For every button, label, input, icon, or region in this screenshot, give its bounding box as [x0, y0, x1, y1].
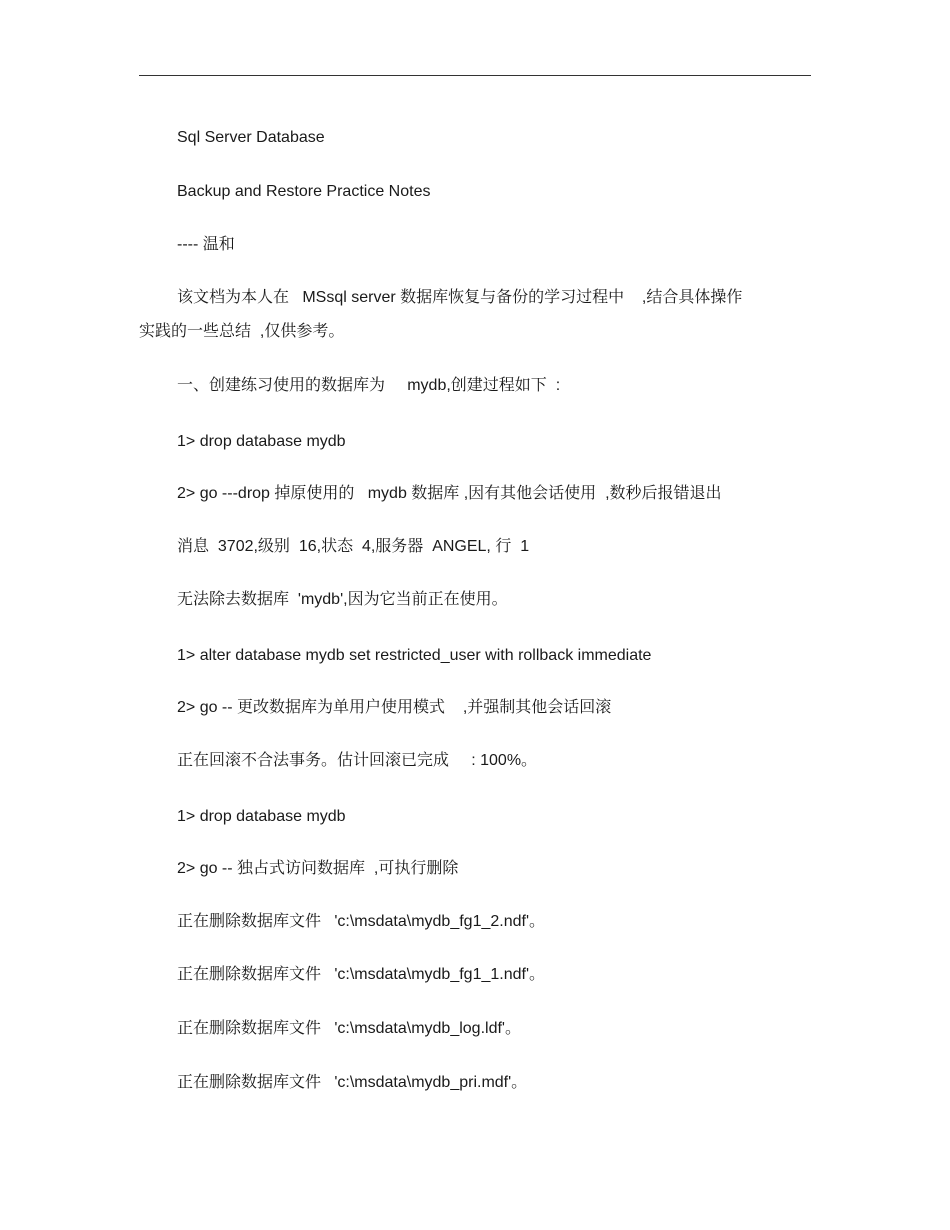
text-line: 1> drop database mydb — [177, 433, 346, 450]
text-line: 1> drop database mydb — [177, 808, 346, 825]
text-line: 正在删除数据库文件 'c:\msdata\mydb_fg1_1.ndf'。 — [177, 966, 546, 983]
text-line: 无法除去数据库 'mydb',因为它当前正在使用。 — [177, 591, 508, 608]
intro-line-2: 实践的一些总结 ,仅供参考。 — [139, 323, 345, 340]
text-line: 正在删除数据库文件 'c:\msdata\mydb_pri.mdf'。 — [177, 1074, 528, 1091]
text-line: 2> go -- 独占式访问数据库 ,可执行删除 — [177, 860, 459, 877]
text-line: 消息 3702,级别 16,状态 4,服务器 ANGEL, 行 1 — [177, 538, 530, 555]
text-line: 2> go -- 更改数据库为单用户使用模式 ,并强制其他会话回滚 — [177, 699, 612, 716]
text-line: 1> alter database mydb set restricted_user with rollback immediate — [177, 647, 652, 664]
text-line: 正在删除数据库文件 'c:\msdata\mydb_fg1_2.ndf'。 — [177, 913, 546, 930]
text-line: 正在回滚不合法事务。估计回滚已完成 : 100%。 — [177, 752, 538, 769]
text-line: 正在删除数据库文件 'c:\msdata\mydb_log.ldf'。 — [177, 1020, 521, 1037]
title-line-2: Backup and Restore Practice Notes — [177, 183, 431, 200]
author-line: ---- 温和 — [177, 236, 235, 253]
section-heading: 一、创建练习使用的数据库为 mydb,创建过程如下 : — [177, 377, 561, 394]
intro-line-1: 该文档为本人在 MSsql server 数据库恢复与备份的学习过程中 ,结合具体操作 — [177, 289, 743, 306]
text-line: 2> go ---drop 掉原使用的 mydb 数据库 ,因有其他会话使用 ,数秒后报错退出 — [177, 485, 722, 502]
title-line-1: Sql Server Database — [177, 129, 325, 146]
header-rule — [139, 75, 811, 76]
